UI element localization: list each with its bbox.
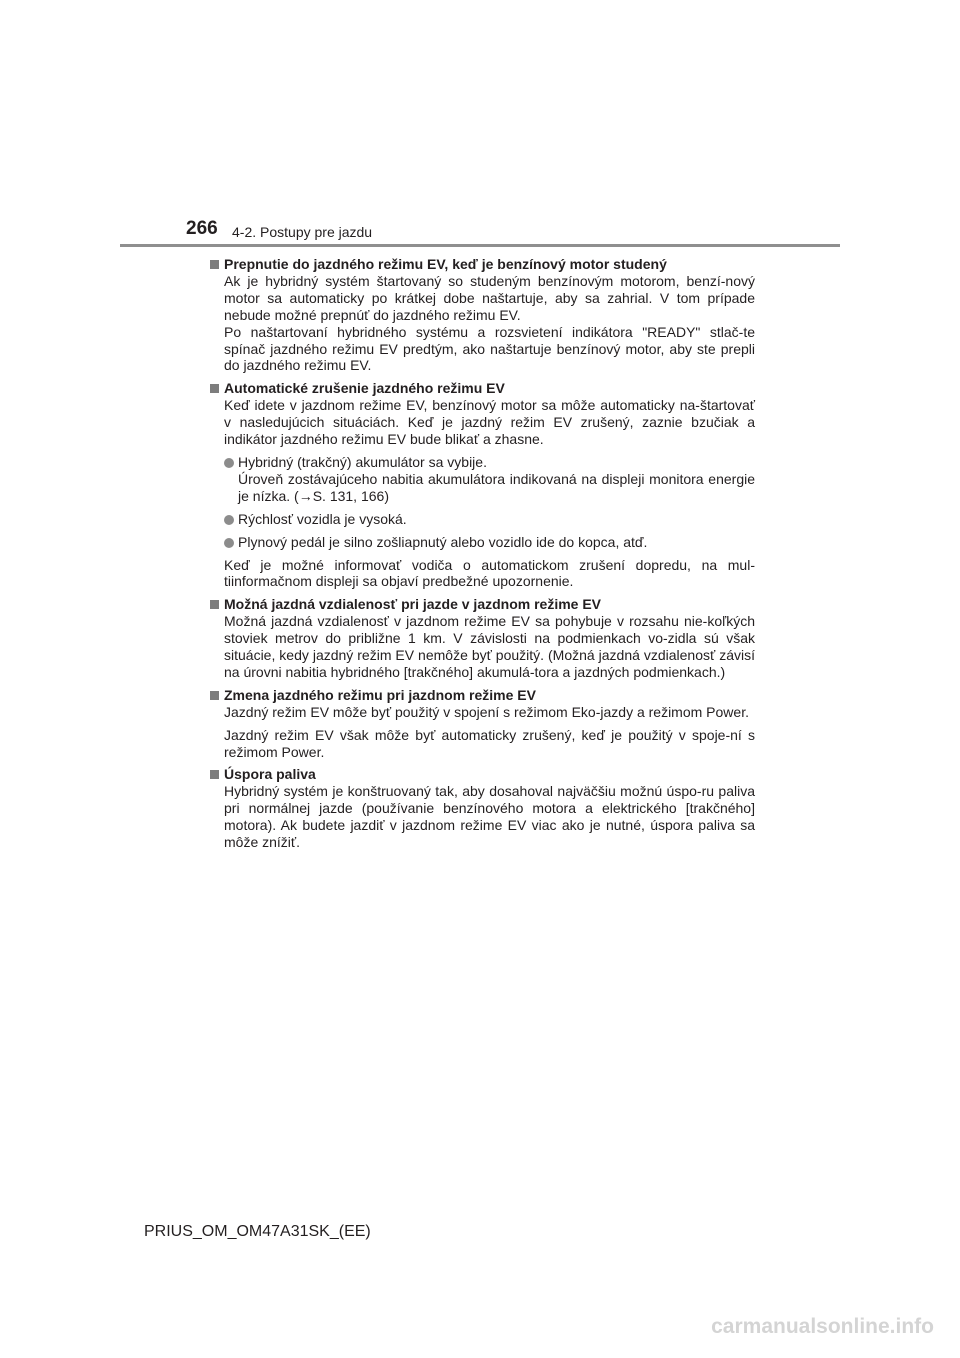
list-item-detail bbox=[224, 471, 755, 505]
arrow-right-icon: → bbox=[298, 487, 313, 504]
list-item bbox=[224, 454, 755, 471]
list-item bbox=[224, 534, 755, 551]
paragraph: Hybridný systém je konštruovaný tak, aby dosahoval najväčšiu možnú úspo-ru paliva pri normálnej jazde (používanie benzínového motora a elektrického [trakčného] motora). Ak budete jazdiť v jazdnom režime EV viac ako je nutné, úspora paliva sa môže znížiť. bbox=[224, 783, 755, 851]
header-rule bbox=[120, 244, 840, 247]
watermark: carmanualsonline.info bbox=[711, 1315, 934, 1338]
paragraph: Po naštartovaní hybridného systému a rozsvietení indikátora "READY" stlač-te spínač jazdného režimu EV predtým, ako naštartuje benzínový motor, aby ste prepli do jazdného režimu EV. bbox=[224, 323, 755, 374]
heading-text: Automatické zrušenie jazdného režimu EV bbox=[224, 380, 505, 397]
heading-text: Možná jazdná vzdialenosť pri jazde v jazdnom režime EV bbox=[224, 596, 602, 613]
section-heading bbox=[210, 687, 755, 704]
square-bullet-icon bbox=[210, 770, 219, 779]
heading-text: Zmena jazdného režimu pri jazdnom režime EV bbox=[224, 686, 536, 703]
section-heading bbox=[210, 596, 755, 613]
list-item-detail-text: Úroveň zostávajúceho nabitia akumulátora indikovaná na displeji monitora energie je nízka. ( bbox=[238, 470, 755, 504]
section-heading bbox=[210, 766, 755, 783]
circle-bullet-icon bbox=[224, 458, 234, 468]
section-heading bbox=[210, 256, 755, 273]
page-content bbox=[210, 256, 755, 851]
circle-bullet-icon bbox=[224, 538, 234, 548]
paragraph: Keď je možné informovať vodiča o automatickom zrušení dopredu, na mul-tiinformačnom displeji sa objaví predbežné upozornenie. bbox=[224, 556, 755, 590]
square-bullet-icon bbox=[210, 260, 219, 269]
circle-bullet-icon bbox=[224, 515, 234, 525]
paragraph: Keď idete v jazdnom režime EV, benzínový motor sa môže automaticky na-štartovať v nasledujúcich situáciách. Keď je jazdný režim EV zrušený, zaznie bzučiak a indikátor jazdného režimu EV bude blikať a zhasne. bbox=[224, 397, 755, 448]
page-number: 266 bbox=[186, 218, 218, 239]
list-item-text: Rýchlosť vozidla je vysoká. bbox=[238, 510, 407, 527]
square-bullet-icon bbox=[210, 600, 219, 609]
heading-text: Prepnutie do jazdného režimu EV, keď je benzínový motor studený bbox=[224, 256, 667, 272]
section-heading bbox=[210, 380, 755, 397]
paragraph: Možná jazdná vzdialenosť v jazdnom režime EV sa pohybuje v rozsahu nie-koľkých stoviek metrov do približne 1 km. V závislosti na podmienkach vo-zidla sú však situácie, kedy jazdný režim EV nemôže byť použitý. (Možná jazdná vzdialenosť závisí na úrovni nabitia hybridného [trakčného] akumulá-tora a jazdných podmienkach.) bbox=[224, 613, 755, 680]
paragraph: Ak je hybridný systém štartovaný so studeným benzínovým motorom, benzí-nový motor sa automaticky po krátkej dobe naštartuje, aby sa zahrial. V tom prípade nebude možné prepnúť do jazdného režimu EV. bbox=[224, 272, 755, 323]
heading-text: Úspora paliva bbox=[224, 766, 316, 783]
list-item-text: Hybridný (trakčný) akumulátor sa vybije. bbox=[238, 453, 487, 470]
section-title: 4-2. Postupy pre jazdu bbox=[232, 224, 373, 240]
paragraph: Jazdný režim EV môže byť použitý v spojení s režimom Eko-jazdy a režimom Power. bbox=[224, 703, 749, 720]
footer-code: PRIUS_OM_OM47A31SK_(EE) bbox=[144, 1223, 371, 1240]
square-bullet-icon bbox=[210, 384, 219, 393]
square-bullet-icon bbox=[210, 691, 219, 700]
list-item bbox=[224, 511, 755, 528]
page-reference: S. 131, 166) bbox=[312, 487, 389, 504]
paragraph: Jazdný režim EV však môže byť automaticky zrušený, keď je použitý v spoje-ní s režimom Power. bbox=[224, 726, 755, 760]
list-item-text: Plynový pedál je silno zošliapnutý alebo vozidlo ide do kopca, atď. bbox=[238, 533, 648, 550]
